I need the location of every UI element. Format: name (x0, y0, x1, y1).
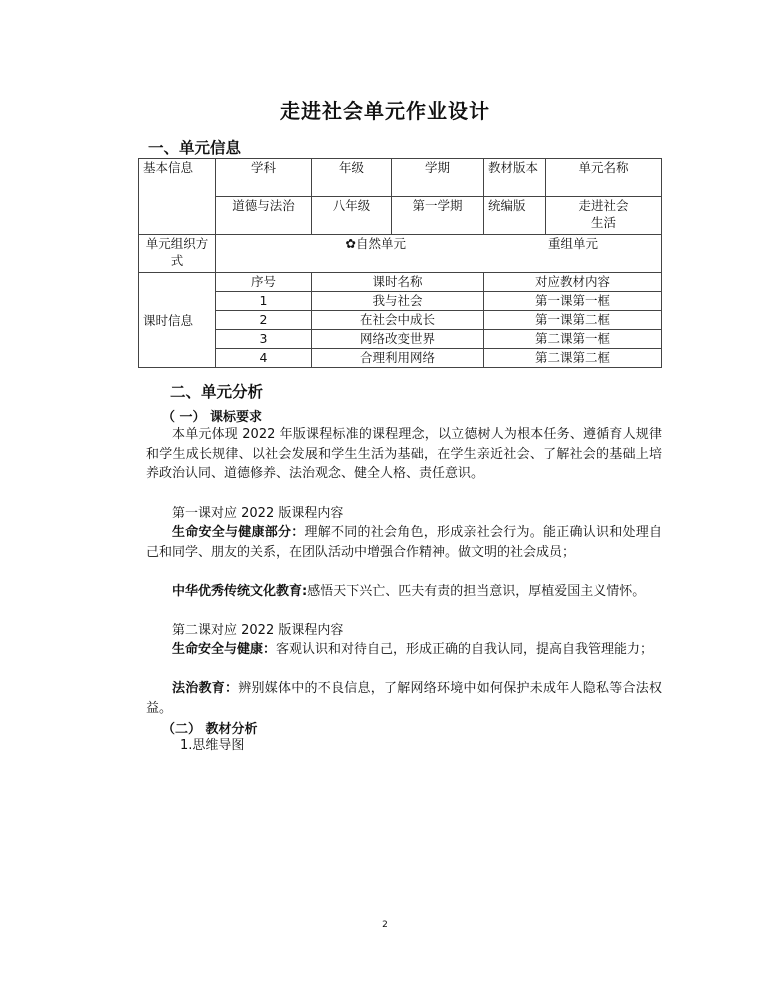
table-row (139, 330, 662, 349)
regroup-unit-label: 重组单元 (547, 236, 598, 251)
unit-info-table (138, 158, 662, 368)
section-heading-unit-info: 一、单元信息 (148, 139, 242, 157)
lesson-name: 合理利用网络 (312, 349, 484, 368)
natural-unit-option (220, 235, 406, 252)
label-safety-health-1: 生命安全与健康部分： (172, 525, 305, 540)
lesson-no: 3 (216, 330, 312, 349)
section-heading-unit-analysis: 二、单元分析 (170, 383, 264, 401)
table-row (139, 292, 662, 311)
lesson-content: 第一课第一框 (484, 292, 662, 311)
subheading-curriculum-standards: （ 一） 课标要求 (162, 410, 263, 425)
paragraph-safety-health-1 (146, 523, 662, 562)
lesson-info-label: 课时信息 (139, 273, 216, 368)
table-row (139, 349, 662, 368)
paragraph-lesson1-heading: 第一课对应 2022 版课程内容 (172, 506, 344, 521)
lesson-no: 2 (216, 311, 312, 330)
paragraph-law-education (146, 679, 662, 718)
label-safety-health-2: 生命安全与健康： (172, 642, 277, 657)
text-law-education: 辨别媒体中的不良信息，了解网络环境中如何保护未成年人隐私等合法权益。 (146, 681, 662, 716)
value-grade: 八年级 (312, 197, 392, 235)
text-safety-health-1: 理解不同的社会角色，形成亲社会行为。能正确认识和处理自己和同学、朋友的关系，在团队活动中增强合作精神。做文明的社会成员； (146, 525, 662, 560)
value-subject: 道德与法治 (216, 197, 312, 235)
paragraph-safety-health-2 (146, 640, 662, 660)
value-term: 第一学期 (392, 197, 484, 235)
org-method-label: 单元组织方式 (139, 235, 216, 273)
natural-unit-label: 自然单元 (355, 236, 406, 251)
lesson-name: 在社会中成长 (312, 311, 484, 330)
subheading-textbook-analysis: （二） 教材分析 (162, 722, 258, 737)
paragraph-intro: 本单元体现 2022 年版课程标准的课程理念，以立德树人为根本任务、遵循育人规律和学生成长规律、以社会发展和学生生活为基础，在学生亲近社会、了解社会的基础上培养政治认同、道德修养、法治观念、健全人格、责任意识。 (146, 427, 662, 481)
document-title: 走进社会单元作业设计 (280, 99, 490, 123)
org-method-options (216, 235, 662, 273)
lesson-no: 1 (216, 292, 312, 311)
flower-icon: ✿ (345, 236, 356, 251)
paragraph-traditional-culture (146, 582, 662, 602)
page-number: 2 (382, 920, 388, 930)
lesson-content: 第一课第二框 (484, 311, 662, 330)
lesson-content: 第二课第二框 (484, 349, 662, 368)
lesson-no: 4 (216, 349, 312, 368)
text-traditional-culture: 感悟天下兴亡、匹夫有责的担当意识，厚植爱国主义情怀。 (307, 584, 646, 599)
lesson-header-no: 序号 (216, 273, 312, 292)
header-grade: 年级 (312, 159, 392, 197)
table-row (139, 311, 662, 330)
lesson-header-name: 课时名称 (312, 273, 484, 292)
header-term: 学期 (392, 159, 484, 197)
lesson-content: 第二课第一框 (484, 330, 662, 349)
header-subject: 学科 (216, 159, 312, 197)
header-textbook-version: 教材版本 (484, 159, 546, 197)
lesson-name: 我与社会 (312, 292, 484, 311)
value-textbook-version: 统编版 (484, 197, 546, 235)
label-law-education: 法治教育： (172, 681, 239, 696)
lesson-name: 网络改变世界 (312, 330, 484, 349)
basic-info-label: 基本信息 (139, 159, 216, 235)
header-unit-name: 单元名称 (546, 159, 662, 197)
lesson-header-content: 对应教材内容 (484, 273, 662, 292)
paragraph-lesson2-heading: 第二课对应 2022 版课程内容 (172, 623, 344, 638)
text-safety-health-2: 客观认识和对待自己，形成正确的自我认同，提高自我管理能力； (276, 642, 654, 657)
label-traditional-culture: 中华优秀传统文化教育: (172, 584, 308, 599)
paragraph-mind-map: 1.思维导图 (180, 738, 245, 753)
value-unit-name: 走进社会生活 (546, 197, 662, 235)
